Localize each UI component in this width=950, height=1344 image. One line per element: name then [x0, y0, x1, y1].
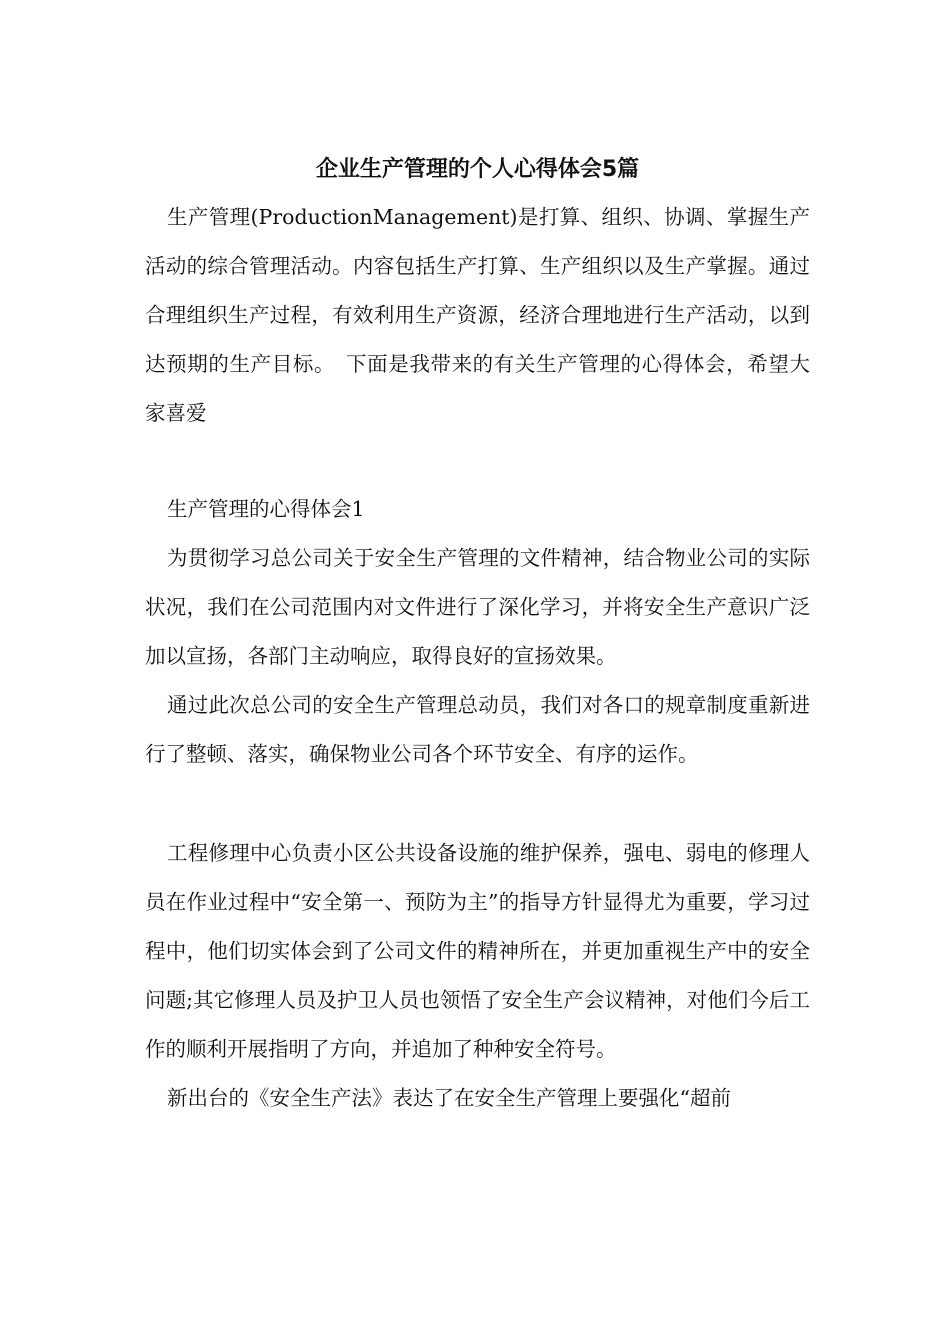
- document-body: [145, 150, 810, 1123]
- body-paragraph: 为贯彻学习总公司关于安全生产管理的文件精神，结合物业公司的实际状况，我们在公司范围内对文件进行了深化学习，并将安全生产意识广泛加以宣扬，各部门主动响应，取得良好的宣扬效果。: [145, 546, 810, 668]
- page-title: 企业生产管理的个人心得体会5篇: [315, 157, 640, 182]
- section-heading: 生产管理的心得体会1: [167, 497, 365, 521]
- spacer: [145, 438, 810, 485]
- intro-paragraph: 生产管理(ProductionManagement)是打算、组织、协调、掌握生产活动的综合管理活动。内容包括生产打算、生产组织以及生产掌握。通过合理组织生产过程，有效利用生产资源，经济合理地进行生产活动，以到达预期的生产目标。 下面是我带来的有关生产管理的心得体会，希望大家喜爱: [145, 205, 810, 425]
- body-paragraph: 工程修理中心负责小区公共设备设施的维护保养，强电、弱电的修理人员在作业过程中“安全第一、预防为主”的指导方针显得尤为重要，学习过程中，他们切实体会到了公司文件的精神所在，并更加重视生产中的安全问题;其它修理人员及护卫人员也领悟了安全生产会议精神，对他们今后工作的顺利开展指明了方向，并追加了种种安全符号。: [145, 841, 810, 1061]
- body-paragraph: 通过此次总公司的安全生产管理总动员，我们对各口的规章制度重新进行了整顿、落实，确保物业公司各个环节安全、有序的运作。: [145, 693, 810, 766]
- body-paragraph: 新出台的《安全生产法》表达了在安全生产管理上要强化“超前: [167, 1086, 731, 1110]
- spacer: [145, 779, 810, 829]
